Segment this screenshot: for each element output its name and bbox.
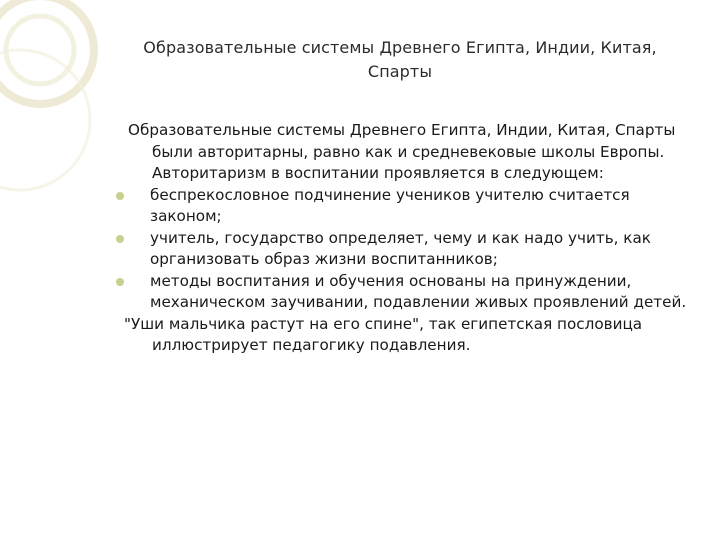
bullet-dot-icon bbox=[116, 278, 124, 286]
bullet-dot-icon bbox=[116, 192, 124, 200]
bullet-text: учитель, государство определяет, чему и как надо учить, как организовать образ жизни воспитанников; bbox=[150, 228, 651, 268]
bullet-text: методы воспитания и обучения основаны на принуждении, механическом заучивании, подавлении живых проявлений детей. bbox=[150, 271, 687, 311]
list-item bbox=[128, 271, 696, 314]
bullet-text: беспрекословное подчинение учеников учителю считается законом; bbox=[150, 185, 630, 225]
intro-paragraph: Образовательные системы Древнего Египта, Индии, Китая, Спарты были авторитарны, равно как и средневековые школы Европы. Авторитаризм в воспитании проявляется в следующем: bbox=[128, 121, 676, 182]
list-item bbox=[128, 228, 696, 271]
slide-body bbox=[124, 120, 696, 357]
closing-paragraph: "Уши мальчика растут на его спине", так египетская пословица иллюстрирует педагогику подавления. bbox=[124, 314, 643, 354]
slide-title: Образовательные системы Древнего Египта, Индии, Китая, Спарты bbox=[143, 38, 657, 81]
bullet-dot-icon bbox=[116, 235, 124, 243]
list-item bbox=[128, 185, 696, 228]
